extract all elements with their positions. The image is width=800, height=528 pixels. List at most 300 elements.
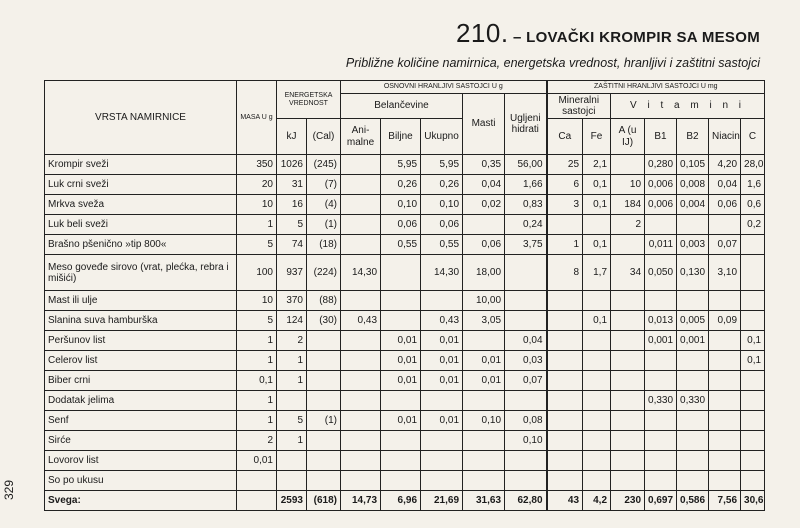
cell-animalne: 0,43	[341, 311, 381, 331]
cell-vitamin-a: 2	[611, 215, 645, 235]
cell-masa: 1	[237, 351, 277, 371]
cell-ugljeni: 0,03	[505, 351, 547, 371]
cell-fe	[583, 351, 611, 371]
cell-animalne	[341, 451, 381, 471]
page-number: 329	[2, 479, 16, 501]
cell-fe: 0,1	[583, 195, 611, 215]
cell-ugljeni	[505, 311, 547, 331]
cell-kj: 1	[277, 371, 307, 391]
cell-name: Brašno pšenično »tip 800«	[45, 235, 237, 255]
cell-ca: 6	[547, 175, 583, 195]
cell-cal	[307, 451, 341, 471]
header-ugljeni: Ugljeni hidrati	[505, 94, 547, 155]
cell-animalne	[341, 431, 381, 451]
cell-fe	[583, 371, 611, 391]
cell-vitamin-a	[611, 235, 645, 255]
cell-fe: 4,2	[583, 491, 611, 511]
cell-kj: 1	[277, 351, 307, 371]
header-animalne: Ani-malne	[341, 119, 381, 155]
cell-vitamin-a	[611, 155, 645, 175]
cell-ukupno	[421, 391, 463, 411]
cell-vitamin-b2	[677, 371, 709, 391]
cell-kj: 2593	[277, 491, 307, 511]
cell-ca: 1	[547, 235, 583, 255]
cell-ugljeni: 0,07	[505, 371, 547, 391]
cell-fe	[583, 411, 611, 431]
cell-vitamin-a	[611, 391, 645, 411]
table-row	[45, 451, 765, 471]
cell-name: Sirće	[45, 431, 237, 451]
cell-vitamin-a	[611, 351, 645, 371]
cell-ca	[547, 451, 583, 471]
cell-fe	[583, 431, 611, 451]
cell-cal: (7)	[307, 175, 341, 195]
cell-ca: 8	[547, 255, 583, 291]
table-row	[45, 235, 765, 255]
header-masti: Masti	[463, 94, 505, 155]
cell-ca	[547, 291, 583, 311]
cell-masa: 1	[237, 331, 277, 351]
cell-biljne: 0,01	[381, 331, 421, 351]
cell-niacin	[709, 291, 741, 311]
cell-vitamin-c: 0,1	[741, 351, 765, 371]
cell-fe: 0,1	[583, 235, 611, 255]
cell-ca	[547, 431, 583, 451]
cell-masa: 5	[237, 311, 277, 331]
cell-fe: 2,1	[583, 155, 611, 175]
table-row	[45, 215, 765, 235]
cell-ukupno: 0,10	[421, 195, 463, 215]
cell-vitamin-b1: 0,697	[645, 491, 677, 511]
cell-animalne	[341, 371, 381, 391]
cell-ca	[547, 391, 583, 411]
cell-masti	[463, 451, 505, 471]
cell-kj: 5	[277, 215, 307, 235]
cell-vitamin-b1	[645, 351, 677, 371]
cell-animalne	[341, 351, 381, 371]
header-c: C	[741, 119, 765, 155]
cell-ukupno: 0,01	[421, 331, 463, 351]
cell-vitamin-a	[611, 411, 645, 431]
cell-vitamin-b2	[677, 431, 709, 451]
cell-ugljeni: 0,83	[505, 195, 547, 215]
cell-name: Mrkva sveža	[45, 195, 237, 215]
cell-masti: 18,00	[463, 255, 505, 291]
cell-vitamin-c	[741, 431, 765, 451]
table-row	[45, 371, 765, 391]
cell-name: Luk beli sveži	[45, 215, 237, 235]
cell-cal	[307, 351, 341, 371]
cell-animalne	[341, 291, 381, 311]
cell-ca	[547, 411, 583, 431]
cell-ugljeni	[505, 451, 547, 471]
cell-masa: 0,1	[237, 371, 277, 391]
cell-animalne: 14,30	[341, 255, 381, 291]
cell-ugljeni	[505, 391, 547, 411]
table-row	[45, 431, 765, 451]
cell-name: Mast ili ulje	[45, 291, 237, 311]
header-zastitni: ZAŠTITNI HRANLJIVI SASTOJCI U mg	[547, 81, 765, 94]
cell-vitamin-b2: 0,105	[677, 155, 709, 175]
cell-niacin	[709, 391, 741, 411]
cell-niacin	[709, 331, 741, 351]
cell-cal	[307, 371, 341, 391]
cell-vitamin-b1: 0,006	[645, 195, 677, 215]
cell-biljne: 0,01	[381, 351, 421, 371]
cell-masti: 0,35	[463, 155, 505, 175]
cell-name: Dodatak jelima	[45, 391, 237, 411]
cell-vitamin-b2	[677, 215, 709, 235]
cell-cal	[307, 331, 341, 351]
cell-ukupno: 21,69	[421, 491, 463, 511]
cell-ukupno: 0,01	[421, 411, 463, 431]
cell-vitamin-b2: 0,003	[677, 235, 709, 255]
cell-ugljeni: 0,04	[505, 331, 547, 351]
cell-masti: 0,04	[463, 175, 505, 195]
cell-vitamin-a	[611, 451, 645, 471]
cell-masti	[463, 331, 505, 351]
page-subtitle: Približne količine namirnica, energetska vrednost, hranljivi i zaštitni sastojci	[345, 56, 760, 70]
cell-vitamin-b2: 0,001	[677, 331, 709, 351]
header-ca: Ca	[547, 119, 583, 155]
table-row	[45, 155, 765, 175]
cell-vitamin-c	[741, 451, 765, 471]
cell-vitamin-c	[741, 255, 765, 291]
table-row	[45, 255, 765, 291]
cell-kj: 16	[277, 195, 307, 215]
cell-kj: 5	[277, 411, 307, 431]
cell-niacin: 4,20	[709, 155, 741, 175]
cell-vitamin-b1	[645, 451, 677, 471]
table-row	[45, 351, 765, 371]
cell-cal: (88)	[307, 291, 341, 311]
cell-masa: 1	[237, 215, 277, 235]
cell-masti	[463, 391, 505, 411]
cell-niacin	[709, 351, 741, 371]
cell-vitamin-b1	[645, 411, 677, 431]
cell-ugljeni	[505, 255, 547, 291]
cell-kj	[277, 391, 307, 411]
cell-niacin: 0,07	[709, 235, 741, 255]
table-row	[45, 471, 765, 491]
recipe-name: – LOVAČKI KROMPIR SA MESOM	[513, 29, 760, 46]
cell-vitamin-b1: 0,006	[645, 175, 677, 195]
header-b1: B1	[645, 119, 677, 155]
cell-masa: 2	[237, 431, 277, 451]
cell-ukupno: 0,06	[421, 215, 463, 235]
cell-ca	[547, 371, 583, 391]
header-b2: B2	[677, 119, 709, 155]
cell-masti	[463, 431, 505, 451]
total-row	[45, 491, 765, 511]
cell-ugljeni: 0,24	[505, 215, 547, 235]
cell-animalne	[341, 235, 381, 255]
cell-ca	[547, 351, 583, 371]
cell-masti: 0,10	[463, 411, 505, 431]
cell-masa: 100	[237, 255, 277, 291]
cell-niacin	[709, 215, 741, 235]
cell-animalne	[341, 155, 381, 175]
cell-masa: 350	[237, 155, 277, 175]
cell-cal	[307, 431, 341, 451]
cell-masti: 0,02	[463, 195, 505, 215]
cell-masa: 0,01	[237, 451, 277, 471]
cell-vitamin-a: 10	[611, 175, 645, 195]
cell-animalne	[341, 215, 381, 235]
cell-masa: 1	[237, 411, 277, 431]
cell-fe: 0,1	[583, 311, 611, 331]
cell-vitamin-b2: 0,586	[677, 491, 709, 511]
cell-ugljeni: 1,66	[505, 175, 547, 195]
cell-name: Celerov list	[45, 351, 237, 371]
cell-vitamin-c: 30,6	[741, 491, 765, 511]
cell-biljne: 5,95	[381, 155, 421, 175]
header-energetska: ENERGETSKA VREDNOST	[277, 81, 341, 119]
cell-kj: 1026	[277, 155, 307, 175]
cell-animalne	[341, 471, 381, 491]
cell-ukupno	[421, 291, 463, 311]
cell-biljne: 0,26	[381, 175, 421, 195]
cell-vitamin-b2: 0,005	[677, 311, 709, 331]
cell-niacin	[709, 471, 741, 491]
cell-ca	[547, 215, 583, 235]
cell-masa: 20	[237, 175, 277, 195]
cell-biljne: 6,96	[381, 491, 421, 511]
cell-ugljeni: 0,08	[505, 411, 547, 431]
cell-vitamin-c: 0,2	[741, 215, 765, 235]
cell-animalne	[341, 411, 381, 431]
cell-kj: 2	[277, 331, 307, 351]
cell-kj: 124	[277, 311, 307, 331]
cell-vitamin-b1	[645, 215, 677, 235]
cell-masa: 10	[237, 195, 277, 215]
cell-vitamin-b2	[677, 471, 709, 491]
table-row	[45, 391, 765, 411]
cell-cal: (245)	[307, 155, 341, 175]
header-masa: MASA U g	[237, 81, 277, 155]
cell-cal: (1)	[307, 411, 341, 431]
header-kj: kJ	[277, 119, 307, 155]
cell-biljne: 0,10	[381, 195, 421, 215]
cell-animalne	[341, 175, 381, 195]
cell-ukupno: 0,43	[421, 311, 463, 331]
cell-masti: 0,01	[463, 371, 505, 391]
cell-ca: 25	[547, 155, 583, 175]
cell-masti: 0,06	[463, 235, 505, 255]
cell-ugljeni: 62,80	[505, 491, 547, 511]
cell-kj: 1	[277, 431, 307, 451]
cell-ugljeni	[505, 291, 547, 311]
cell-fe: 1,7	[583, 255, 611, 291]
cell-masa	[237, 471, 277, 491]
cell-biljne	[381, 311, 421, 331]
cell-vitamin-a: 34	[611, 255, 645, 291]
cell-vitamin-c	[741, 391, 765, 411]
header-belancevine: Belančevine	[341, 94, 463, 119]
cell-biljne	[381, 255, 421, 291]
cell-vitamin-a	[611, 371, 645, 391]
cell-vitamin-b2: 0,130	[677, 255, 709, 291]
cell-masa	[237, 491, 277, 511]
cell-ca: 43	[547, 491, 583, 511]
cell-cal: (224)	[307, 255, 341, 291]
cell-ukupno: 14,30	[421, 255, 463, 291]
cell-biljne	[381, 451, 421, 471]
cell-niacin	[709, 451, 741, 471]
cell-vitamin-c	[741, 311, 765, 331]
cell-vitamin-a	[611, 311, 645, 331]
cell-animalne	[341, 331, 381, 351]
cell-animalne: 14,73	[341, 491, 381, 511]
cell-biljne: 0,01	[381, 371, 421, 391]
cell-vitamin-a	[611, 331, 645, 351]
cell-vitamin-b1: 0,280	[645, 155, 677, 175]
cell-vitamin-c: 1,6	[741, 175, 765, 195]
cell-kj	[277, 471, 307, 491]
cell-ukupno	[421, 431, 463, 451]
header-niacin: Niacin	[709, 119, 741, 155]
cell-masti	[463, 215, 505, 235]
cell-biljne: 0,01	[381, 411, 421, 431]
header-vrsta: VRSTA NAMIRNICE	[45, 81, 237, 155]
cell-fe	[583, 451, 611, 471]
cell-niacin	[709, 431, 741, 451]
cell-name: So po ukusu	[45, 471, 237, 491]
cell-animalne	[341, 391, 381, 411]
cell-cal: (1)	[307, 215, 341, 235]
cell-vitamin-c: 0,1	[741, 331, 765, 351]
cell-ugljeni: 56,00	[505, 155, 547, 175]
cell-fe	[583, 215, 611, 235]
cell-fe	[583, 331, 611, 351]
cell-ukupno: 0,01	[421, 351, 463, 371]
cell-vitamin-c	[741, 371, 765, 391]
cell-animalne	[341, 195, 381, 215]
cell-vitamin-b2	[677, 291, 709, 311]
cell-ukupno	[421, 451, 463, 471]
cell-ukupno	[421, 471, 463, 491]
cell-vitamin-b1	[645, 431, 677, 451]
cell-niacin	[709, 411, 741, 431]
cell-cal: (30)	[307, 311, 341, 331]
cell-niacin: 3,10	[709, 255, 741, 291]
cell-vitamin-b1: 0,011	[645, 235, 677, 255]
cell-vitamin-c: 28,0	[741, 155, 765, 175]
header-ukupno: Ukupno	[421, 119, 463, 155]
cell-vitamin-a	[611, 431, 645, 451]
table-row	[45, 291, 765, 311]
cell-kj: 74	[277, 235, 307, 255]
cell-biljne: 0,55	[381, 235, 421, 255]
cell-vitamin-b1: 0,330	[645, 391, 677, 411]
table-row	[45, 195, 765, 215]
cell-vitamin-a	[611, 471, 645, 491]
cell-name: Luk crni sveži	[45, 175, 237, 195]
cell-vitamin-a: 230	[611, 491, 645, 511]
cell-vitamin-b1: 0,013	[645, 311, 677, 331]
cell-kj	[277, 451, 307, 471]
cell-vitamin-c	[741, 235, 765, 255]
cell-name: Svega:	[45, 491, 237, 511]
cell-ukupno: 0,01	[421, 371, 463, 391]
table-row	[45, 311, 765, 331]
cell-name: Biber crni	[45, 371, 237, 391]
cell-name: Meso goveđe sirovo (vrat, plećka, rebra i mišići)	[45, 255, 237, 291]
cell-ukupno: 0,55	[421, 235, 463, 255]
cell-masti: 10,00	[463, 291, 505, 311]
cell-vitamin-b2: 0,004	[677, 195, 709, 215]
cell-name: Krompir sveži	[45, 155, 237, 175]
cell-vitamin-c	[741, 291, 765, 311]
cell-vitamin-c: 0,6	[741, 195, 765, 215]
cell-biljne	[381, 431, 421, 451]
cell-masti	[463, 471, 505, 491]
cell-vitamin-b2	[677, 451, 709, 471]
cell-vitamin-a	[611, 291, 645, 311]
cell-biljne	[381, 391, 421, 411]
cell-masa: 5	[237, 235, 277, 255]
cell-name: Peršunov list	[45, 331, 237, 351]
cell-name: Senf	[45, 411, 237, 431]
cell-fe: 0,1	[583, 175, 611, 195]
header-a: A (u IJ)	[611, 119, 645, 155]
cell-masa: 1	[237, 391, 277, 411]
nutrition-table	[44, 80, 765, 511]
cell-vitamin-b1	[645, 471, 677, 491]
cell-ca	[547, 331, 583, 351]
cell-vitamin-a: 184	[611, 195, 645, 215]
cell-ca: 3	[547, 195, 583, 215]
cell-niacin: 7,56	[709, 491, 741, 511]
cell-cal	[307, 471, 341, 491]
cell-cal: (18)	[307, 235, 341, 255]
header-vitamini: V i t a m i n i	[611, 94, 765, 119]
cell-kj: 31	[277, 175, 307, 195]
header-osnovni: OSNOVNI HRANLJIVI SASTOJCI U g	[341, 81, 547, 94]
cell-biljne: 0,06	[381, 215, 421, 235]
cell-vitamin-b1	[645, 371, 677, 391]
cell-masti: 3,05	[463, 311, 505, 331]
recipe-number: 210.	[455, 18, 509, 48]
page-title	[456, 18, 760, 49]
cell-ugljeni	[505, 471, 547, 491]
cell-masti: 31,63	[463, 491, 505, 511]
cell-masa: 10	[237, 291, 277, 311]
cell-vitamin-b1: 0,001	[645, 331, 677, 351]
cell-ukupno: 5,95	[421, 155, 463, 175]
cell-biljne	[381, 471, 421, 491]
cell-cal: (618)	[307, 491, 341, 511]
cell-vitamin-b2	[677, 411, 709, 431]
cell-fe	[583, 291, 611, 311]
cell-name: Lovorov list	[45, 451, 237, 471]
header-cal: (Cal)	[307, 119, 341, 155]
cell-vitamin-c	[741, 411, 765, 431]
cell-kj: 370	[277, 291, 307, 311]
cell-ugljeni: 3,75	[505, 235, 547, 255]
cell-niacin: 0,09	[709, 311, 741, 331]
cell-vitamin-c	[741, 471, 765, 491]
table-row	[45, 411, 765, 431]
cell-cal: (4)	[307, 195, 341, 215]
cell-ukupno: 0,26	[421, 175, 463, 195]
cell-niacin	[709, 371, 741, 391]
cell-ca	[547, 311, 583, 331]
cell-vitamin-b2: 0,008	[677, 175, 709, 195]
cell-ugljeni: 0,10	[505, 431, 547, 451]
cell-vitamin-b1: 0,050	[645, 255, 677, 291]
cell-cal	[307, 391, 341, 411]
